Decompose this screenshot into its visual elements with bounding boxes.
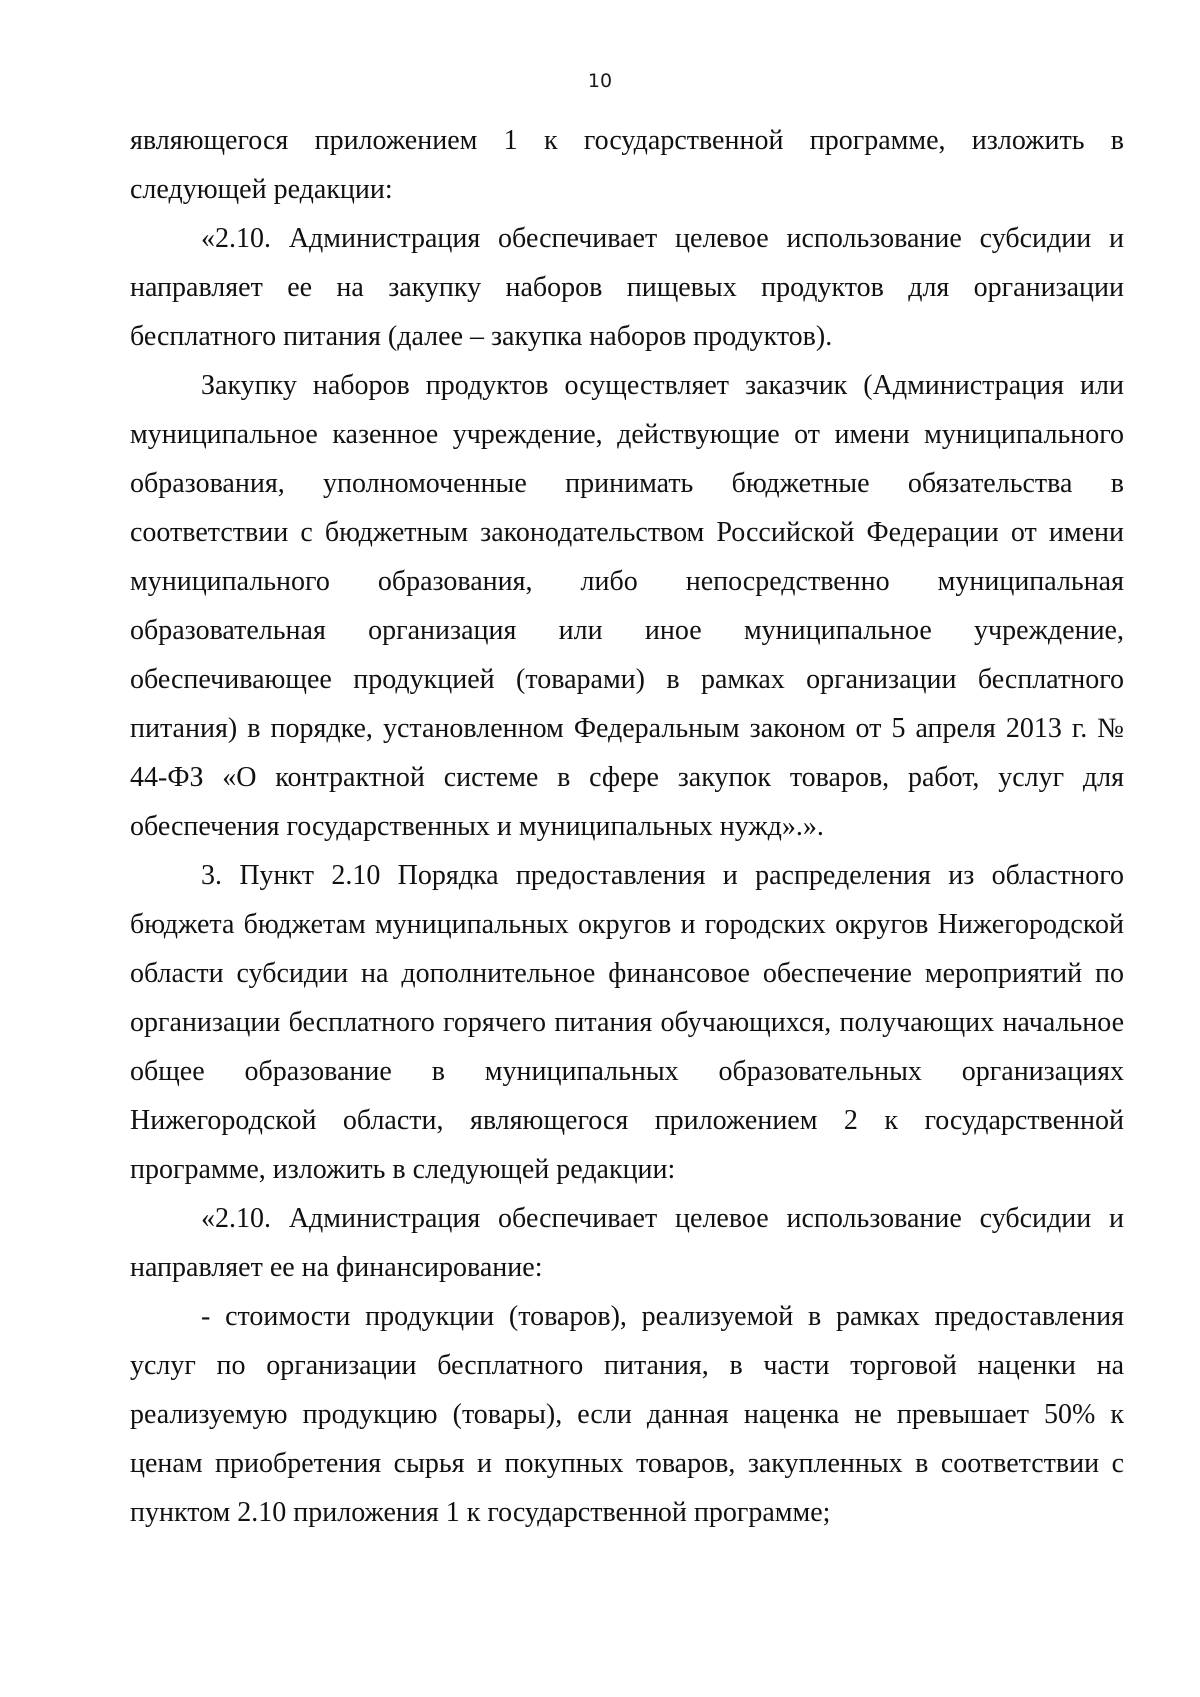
paragraph-continuation: являющегося приложением 1 к государственной программе, изложить в следующей редакции: <box>130 125 1124 205</box>
paragraph-procurement: Закупку наборов продуктов осуществляет заказчик (Администрация или муниципальное казенное учреждение, действующие от имени муниципального образования, уполномоченные принимать бюджетные обязательства в соответствии с бюджетным законодательством Российской Федерации от имени муниципального образования, либо непосредственно муниципальная образовательная организация или иное муниципальное учреждение, обеспечивающее продукцией (товарами) в рамках организации бесплатного питания) в порядке, установленном Федеральным законом от 5 апреля 2013 г. № 44-ФЗ «О контрактной системе в сфере закупок товаров, работ, услуг для обеспечения государственных и муниципальных нужд».». <box>130 370 1124 842</box>
page-number: 10 <box>587 70 613 92</box>
paragraph-bullet-cost: - стоимости продукции (товаров), реализуемой в рамках предоставления услуг по организации бесплатного питания, в части торговой наценки на реализуемую продукцию (товары), если данная наценка не превышает 50% к ценам приобретения сырья и покупных товаров, закупленных в соответствии с пунктом 2.10 приложения 1 к государственной программе; <box>130 1301 1124 1528</box>
paragraph-clause-2-10-appendix-1: «2.10. Администрация обеспечивает целевое использование субсидии и направляет ее на закупку наборов пищевых продуктов для организации бесплатного питания (далее – закупка наборов продуктов). <box>130 223 1124 352</box>
paragraph-clause-2-10-appendix-2: «2.10. Администрация обеспечивает целевое использование субсидии и направляет ее на финансирование: <box>130 1203 1124 1283</box>
document-body <box>130 116 1124 1537</box>
paragraph-item-3: 3. Пункт 2.10 Порядка предоставления и распределения из областного бюджета бюджетам муниципальных округов и городских округов Нижегородской области субсидии на дополнительное финансовое обеспечение мероприятий по организации бесплатного горячего питания обучающихся, получающих начальное общее образование в муниципальных образовательных организациях Нижегородской области, являющегося приложением 2 к государственной программе, изложить в следующей редакции: <box>130 860 1124 1185</box>
